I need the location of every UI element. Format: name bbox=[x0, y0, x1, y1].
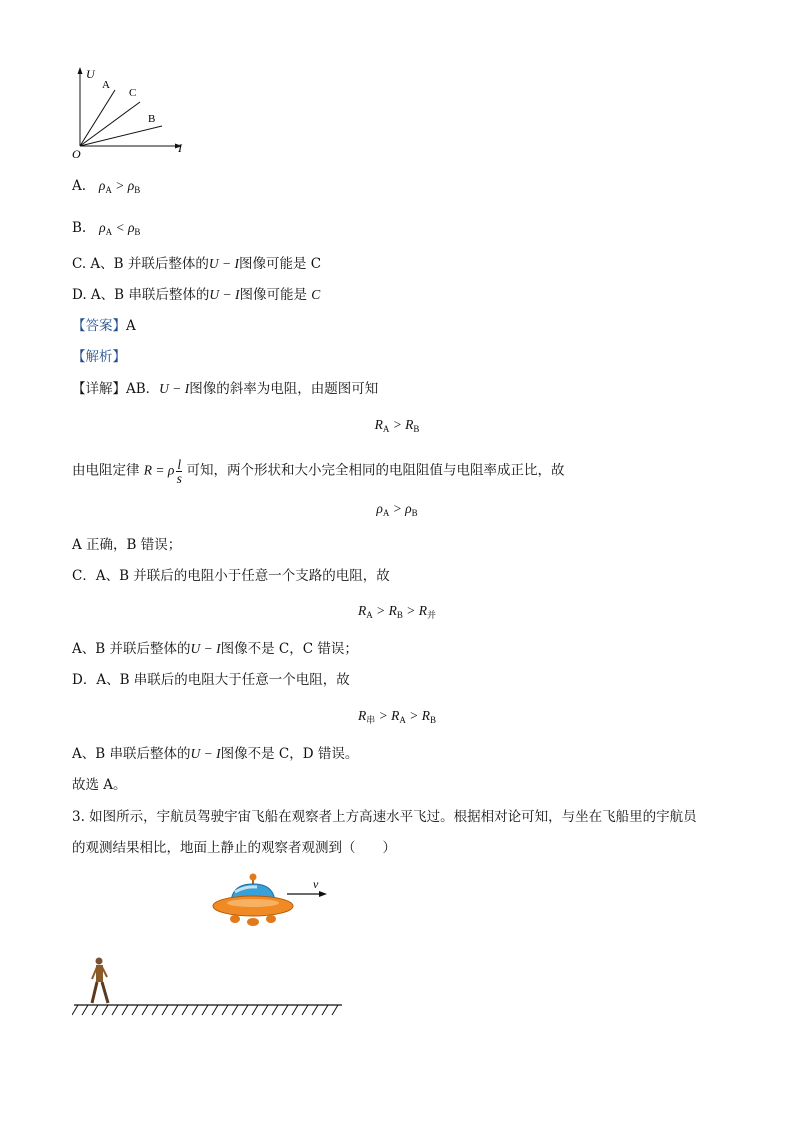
equation-rho: $\rho_A > \rho_B$ bbox=[376, 501, 418, 518]
spaceship-illustration bbox=[205, 868, 340, 940]
ui-graph bbox=[70, 64, 200, 160]
observer-illustration bbox=[72, 955, 347, 1020]
axis-i-label: I bbox=[178, 141, 182, 155]
detail-ab: 【详解】AB．U − I图像的斜率为电阻，由题图可知 bbox=[72, 381, 379, 397]
option-a: A. $\rho_A > \rho_B$ bbox=[72, 178, 141, 195]
analysis-heading: 【解析】 bbox=[72, 349, 126, 365]
equation-parallel: $R_A > R_B > R_并$ bbox=[358, 603, 436, 620]
option-c: C. A、B 并联后整体的U − I图像可能是 C bbox=[72, 256, 322, 272]
line-a-label: A bbox=[102, 79, 110, 91]
resistance-law: 由电阻定律 R = ρ $\frac{l}{s}$ 可知，两个形状和大小完全相同的电阻阻值与电阻率成正比，故 bbox=[72, 457, 565, 486]
ab-conclusion: A 正确，B 错误； bbox=[72, 537, 182, 553]
line-b-label: B bbox=[148, 113, 156, 125]
equation-series: $R_串 > R_A > R_B$ bbox=[358, 708, 436, 725]
velocity-label: v bbox=[313, 877, 319, 891]
option-b: B. $\rho_A < \rho_B$ bbox=[72, 220, 141, 237]
question3-line2: 的观测结果相比，地面上静止的观察者观测到（ ） bbox=[72, 840, 396, 856]
d-conclusion: A、B 串联后整体的U − I图像不是 C，D 错误。 bbox=[72, 746, 359, 762]
answer-line: 【答案】A bbox=[72, 318, 136, 334]
origin-label: O bbox=[72, 147, 81, 160]
c-conclusion: A、B 并联后整体的U − I图像不是 C，C 错误； bbox=[72, 641, 358, 657]
d-intro: D．A、B 串联后的电阻大于任意一个电阻，故 bbox=[72, 672, 350, 688]
line-c-label: C bbox=[129, 87, 137, 99]
option-d: D. A、B 串联后整体的U − I图像可能是 C bbox=[72, 287, 321, 303]
question3-line1: 3. 如图所示，宇航员驾驶宇宙飞船在观察者上方高速水平飞过。根据相对论可知，与坐在飞船里的宇航员 bbox=[72, 809, 697, 825]
equation-ra-rb: $R_A > R_B$ bbox=[374, 417, 420, 434]
c-intro: C．A、B 并联后的电阻小于任意一个支路的电阻，故 bbox=[72, 568, 390, 584]
axis-u-label: U bbox=[86, 67, 95, 81]
final-choice: 故选 A。 bbox=[72, 777, 127, 793]
